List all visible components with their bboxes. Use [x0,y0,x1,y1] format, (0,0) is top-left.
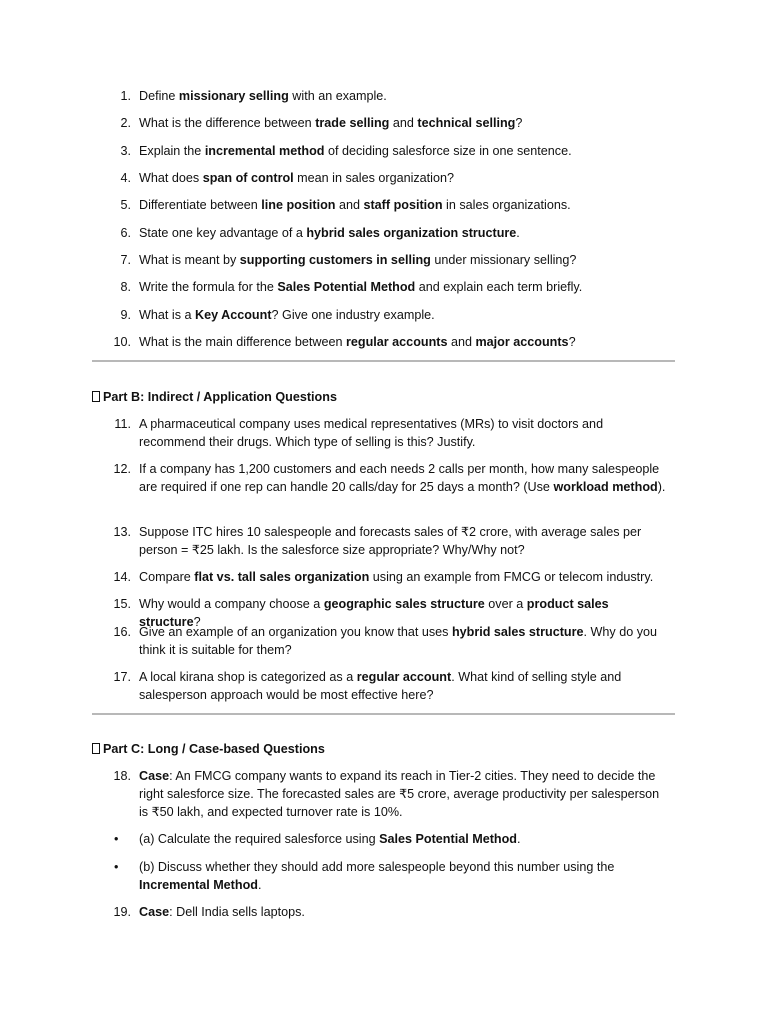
item-text [139,142,669,160]
bold-term: technical selling [417,116,516,130]
text-run: of deciding salesforce size in one sentence. [324,144,572,158]
text-run: ? [515,116,523,130]
section-heading-text: Part C: Long / Case-based Questions [103,742,325,756]
bullet-icon: • [114,860,119,874]
text-run: in sales organizations. [442,198,571,212]
item-text [139,87,669,105]
text-run: Differentiate between [139,198,262,212]
bold-term: geographic sales structure [323,597,485,611]
text-run: . Why do you think it is suitable for them? [139,625,658,657]
item-text [139,224,669,242]
bold-term: hybrid sales organization structure [306,226,517,240]
item-number: 6. [120,226,131,240]
section-heading [92,740,325,758]
item-number: 10. [113,335,131,349]
text-run: (b) Discuss whether they should add more salespeople beyond this number using the [139,860,615,874]
text-run: Suppose ITC hires 10 salespeople and forecasts sales of ₹2 crore, with average sales per person = ₹25 lakh. Is the salesforce size appropriate? Why/Why not? [139,525,642,557]
text-run: with an example. [288,89,387,103]
bold-term: Sales Potential Method [379,832,517,846]
item-text [139,415,669,451]
item-text [139,568,669,586]
checkbox-icon [92,743,100,754]
item-number: 15. [113,597,131,611]
section-divider [92,360,675,362]
bold-term: Incremental Method [139,878,258,892]
text-run: ). [657,480,666,494]
item-number: 7. [120,253,131,267]
item-text [139,333,669,351]
bold-term: incremental method [204,144,325,158]
text-run: Compare [139,570,195,584]
bold-term: supporting customers in selling [239,253,431,267]
item-number: 2. [120,116,131,130]
text-run: and [335,198,364,212]
bold-term: Sales Potential Method [277,280,416,294]
bold-term: missionary selling [178,89,289,103]
text-run: What is the difference between [139,116,316,130]
bold-term: span of control [202,171,294,185]
bold-term: Case [139,905,170,919]
item-number: 9. [120,308,131,322]
item-text [139,196,669,214]
text-run: mean in sales organization? [293,171,454,185]
item-number: 16. [113,625,131,639]
bold-term: hybrid sales structure [451,625,584,639]
item-text [139,858,669,894]
text-run: What does [139,171,203,185]
item-text [139,306,669,324]
section-heading-text: Part B: Indirect / Application Questions [103,390,337,404]
text-run: . [516,832,521,846]
text-run: ? [193,615,201,629]
text-run: (a) Calculate the required salesforce using [139,832,380,846]
item-number: 17. [113,670,131,684]
item-text [139,169,669,187]
text-run: Why would a company choose a [139,597,324,611]
text-run: and [447,335,476,349]
bold-term: trade selling [315,116,390,130]
item-number: 18. [113,769,131,783]
bold-term: line position [261,198,336,212]
text-run: State one key advantage of a [139,226,307,240]
text-run: Write the formula for the [139,280,278,294]
text-run: over a [484,597,527,611]
text-run: Give an example of an organization you know that uses [139,625,452,639]
item-number: 8. [120,280,131,294]
bold-term: major accounts [475,335,569,349]
text-run: under missionary selling? [430,253,577,267]
item-text [139,623,669,659]
bold-term: flat vs. tall sales organization [194,570,370,584]
item-number: 1. [120,89,131,103]
item-number: 13. [113,525,131,539]
text-run: : An FMCG company wants to expand its reach in Tier-2 cities. They need to decide the right salesforce size. The forecasted sales are ₹5 crore, average productivity per salesperson is ₹50 lakh, and expected turnover rate is 10%. [139,769,660,819]
item-number: 11. [114,417,131,431]
text-run: ? Give one industry example. [271,308,435,322]
item-text [139,460,669,496]
text-run: . What kind of selling style and salesperson approach would be most effective here? [139,670,622,702]
item-text [139,668,669,704]
checkbox-icon [92,391,100,402]
item-number: 5. [120,198,131,212]
bold-term: regular accounts [345,335,448,349]
bold-term: regular account [356,670,452,684]
bold-term: Key Account [195,308,272,322]
item-number: 12. [113,462,131,476]
text-run: What is a [139,308,195,322]
text-run: Define [139,89,179,103]
bold-term: staff position [363,198,443,212]
item-text [139,523,669,559]
text-run: : Dell India sells laptops. [169,905,305,919]
text-run: If a company has 1,200 customers and each needs 2 calls per month, how many salespeople are required if one rep can handle 20 calls/day for 25 days a month? (Use [139,462,660,494]
text-run: ? [568,335,576,349]
text-run: and [389,116,418,130]
item-number: 14. [113,570,131,584]
text-run: using an example from FMCG or telecom industry. [369,570,654,584]
text-run: . [257,878,262,892]
item-text [139,903,669,921]
item-text [139,278,669,296]
bold-term: Case [139,769,170,783]
item-number: 4. [120,171,131,185]
text-run: Explain the [139,144,205,158]
bullet-icon: • [114,832,119,846]
text-run: and explain each term briefly. [415,280,583,294]
text-run: A pharmaceutical company uses medical representatives (MRs) to visit doctors and recommend their drugs. Which type of selling is this? Justify. [139,417,604,449]
text-run: What is the main difference between [139,335,346,349]
text-run: What is meant by [139,253,240,267]
section-divider [92,713,675,715]
text-run: . [516,226,520,240]
item-text [139,251,669,269]
item-number: 19. [113,905,131,919]
bold-term: product sales structure [139,597,609,629]
bold-term: workload method [553,480,658,494]
item-text [139,830,669,848]
item-number: 3. [120,144,131,158]
item-text [139,767,669,821]
section-heading [92,388,337,406]
text-run: A local kirana shop is categorized as a [139,670,357,684]
item-text [139,114,669,132]
